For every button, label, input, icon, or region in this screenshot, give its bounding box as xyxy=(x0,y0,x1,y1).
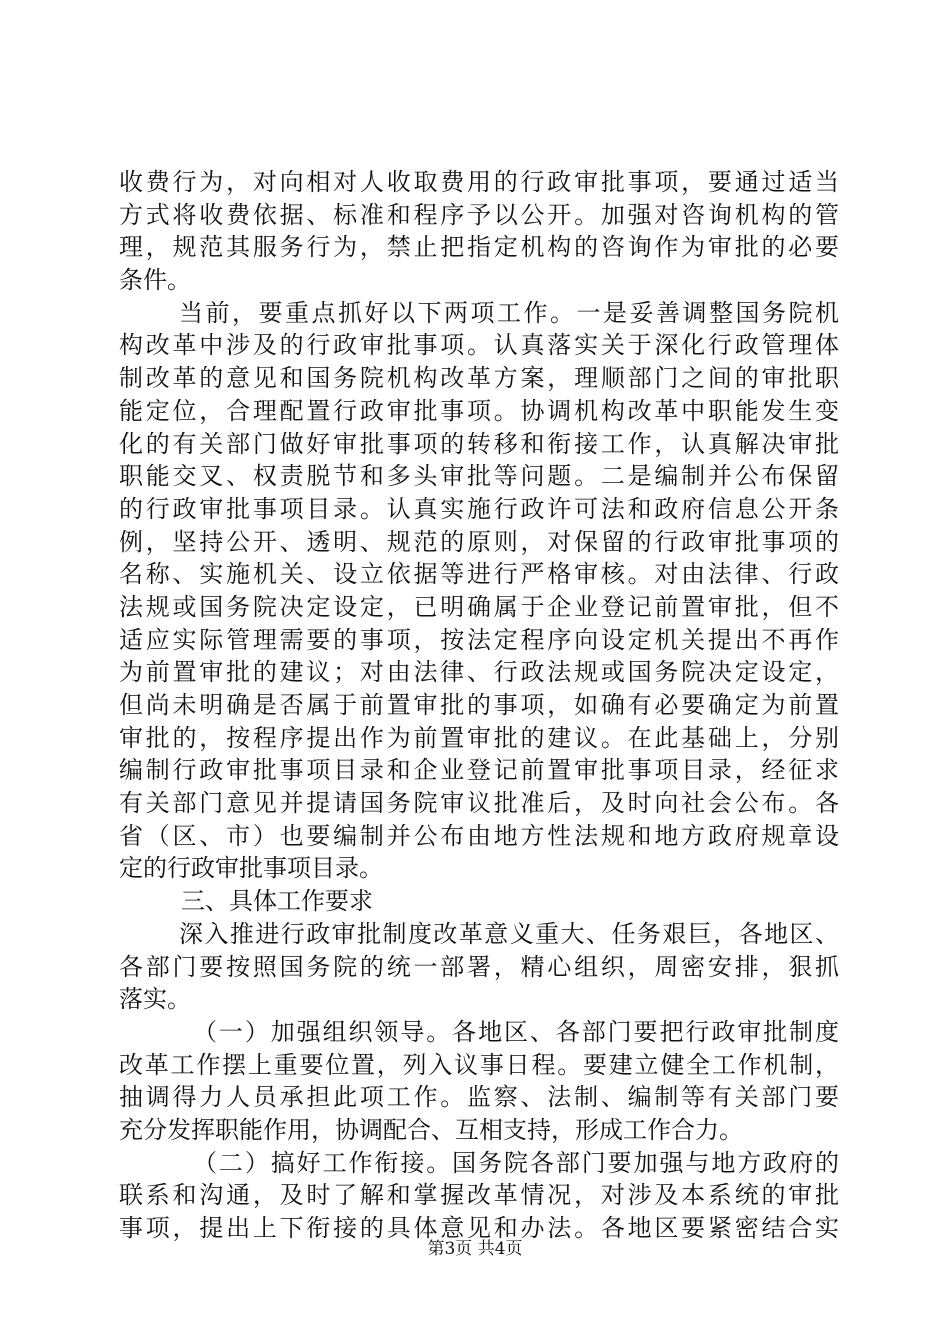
text-line: 抽调得力人员承担此项工作。监察、法制、编制等有关部门要 xyxy=(119,1083,839,1112)
text-line: 省（区、市）也要编制并公布由地方性法规和地方政府规章设 xyxy=(119,821,839,850)
text-line: 构改革中涉及的行政审批事项。认真落实关于深化行政管理体 xyxy=(119,331,839,360)
paragraph-start-line: 深入推进行政审批制度改革意义重大、任务艰巨，各地区、 xyxy=(179,919,839,948)
text-line: 职能交叉、权责脱节和多头审批等问题。二是编制并公布保留 xyxy=(119,462,839,491)
paragraph-start-line: 当前，要重点抓好以下两项工作。一是妥善调整国务院机 xyxy=(179,298,839,327)
text-line: 适应实际管理需要的事项，按法定程序向设定机关提出不再作 xyxy=(119,625,839,654)
text-line: 化的有关部门做好审批事项的转移和衔接工作，认真解决审批 xyxy=(119,429,839,458)
text-line: 审批的，按程序提出作为前置审批的建议。在此基础上，分别 xyxy=(119,723,839,752)
paragraph-start-line: （一）加强组织领导。各地区、各部门要把行政审批制度 xyxy=(193,1017,839,1046)
text-line: 有关部门意见并提请国务院审议批准后，及时向社会公布。各 xyxy=(119,789,839,818)
text-line: 定的行政审批事项目录。 xyxy=(119,854,383,883)
document-body xyxy=(119,166,839,1245)
text-line: 改革工作摆上重要位置，列入议事日程。要建立健全工作机制， xyxy=(119,1050,839,1079)
text-line: 条件。 xyxy=(119,266,191,295)
text-line: 各部门要按照国务院的统一部署，精心组织，周密安排，狠抓 xyxy=(119,952,839,981)
text-line: 为前置审批的建议；对由法律、行政法规或国务院决定设定， xyxy=(119,658,839,687)
text-line: 联系和沟通，及时了解和掌握改革情况，对涉及本系统的审批 xyxy=(119,1181,839,1210)
text-line: 方式将收费依据、标准和程序予以公开。加强对咨询机构的管 xyxy=(119,200,839,229)
text-line: 收费行为，对向相对人收取费用的行政审批事项，要通过适当 xyxy=(119,168,839,196)
page-number-footer: 第3页 共4页 xyxy=(427,1239,523,1259)
text-line: 编制行政审批事项目录和企业登记前置审批事项目录，经征求 xyxy=(119,756,839,785)
text-line: 例，坚持公开、透明、规范的原则，对保留的行政审批事项的 xyxy=(119,527,839,556)
section-heading: 三、具体工作要求 xyxy=(181,887,373,916)
text-line: 法规或国务院决定设定，已明确属于企业登记前置审批，但不 xyxy=(119,592,839,621)
text-line: 理，规范其服务行为，禁止把指定机构的咨询作为审批的必要 xyxy=(119,233,839,262)
text-line: 事项，提出上下衔接的具体意见和办法。各地区要紧密结合实 xyxy=(119,1214,839,1242)
paragraph-start-line: （二）搞好工作衔接。国务院各部门要加强与地方政府的 xyxy=(193,1148,839,1177)
text-line: 充分发挥职能作用，协调配合、互相支持，形成工作合力。 xyxy=(119,1115,743,1144)
text-line: 制改革的意见和国务院机构改革方案，理顺部门之间的审批职 xyxy=(119,364,839,393)
text-line: 但尚未明确是否属于前置审批的事项，如确有必要确定为前置 xyxy=(119,691,839,719)
text-line: 名称、实施机关、设立依据等进行严格审核。对由法律、行政 xyxy=(119,560,839,589)
text-line: 能定位，合理配置行政审批事项。协调机构改革中职能发生变 xyxy=(119,396,839,425)
text-line: 的行政审批事项目录。认真实施行政许可法和政府信息公开条 xyxy=(119,494,839,523)
text-line: 落实。 xyxy=(119,985,191,1014)
